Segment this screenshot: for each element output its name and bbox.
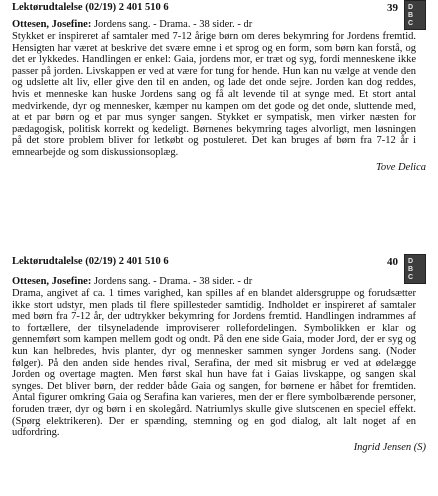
logo-letter: B [408,12,414,19]
author-name: Ottesen, Josefine: [12,19,92,30]
work-meta: Jordens sang. - Drama. - 38 sider. - dr [93,276,253,287]
logo-letter: B [408,266,414,273]
reviewer-signature: Ingrid Jensen (S) [353,441,426,453]
review-text: Stykket er inspireret af samtaler med 7-12 årige børn om deres bekymring for Jordens fremtid. Hensigten har været at beskrive det svære emne i et sprog og en form, som børn kan forstå, og det er lykkedes. Handlingen er enkel: Gaia, jordens mor, er træt og syg, fordi menneskene ikke passer på jorden. Livskappen er ved at være for tung for hende. Hun kan nu vælge at vende den og udslette alt liv, eller give den til en anden, og lade det onde sejre. Jorden kan dog reddes, hvis et menneske kan huske Jordens sang og få alt levende til at synge med. Et stort antal medvirkende, dyr og mennesker, kæmper nu kampen om det gode og det onde, sluttende med, at et par børn og et par mus synger sangen. Stykket er sympatisk, men virker næsten for pædagogisk, politisk korrekt og kedeligt. Børnenes bekymring tages alvorligt, men løsningen på det store problem bliver for letkøbt og postuleret. Det kan bruges af børn fra 7-12 år i emnearbejde og som diskussionsoplæg. [12,31,416,158]
page-number: 39 [387,2,398,14]
review-card [12,254,426,453]
logo-letter: C [408,20,414,27]
review-id: Lektørudtalelse (02/19) 2 401 510 6 [12,2,169,13]
review-text: Drama, angivet af ca. 1 times varighed, kan spilles af en blandet aldersgruppe og forudsætter ikke stort udstyr, men plads til flere spillesteder samtidig. Indholdet er inspireret af samtaler med børn fra 7-12 år, der udtrykker bekymring for Jordens fremtid. Handlingen indrammes af to fortællere, der tilsyneladende improviserer rollefordelingen. Symbolikken er klar og gennemført som kampen mellem godt og ondt. På den ene side Gaia, moder Jord, der er syg og kun kan helbredes, hvis planter, dyr og mennesker sammen synger Jordens sang. (Noder følger). På den anden side hendes rival, Serafina, der med sit misbrug er ved at ødelægge Jorden og overtage magten. Men først skal hun have fat i Gaias livskappe, og sangen skal synges. Det bliver børn, der redder både Gaia og sangen, for børnene er håbet for fremtiden. Antal figurer omkring Gaia og Serafina kan varieres, men der er flere symbolbærende personer, foruden træer, dyr og børn i en skolegård. Natriumlys skulle give slutscenen en speciel effekt. (Spørg elektrikeren). Der er spænding, stemning og en god dialog, alt lalt noget af en udfordring. [12,288,416,439]
dbc-logo-icon [404,254,426,284]
reviewer-signature: Tove Delica [375,161,426,173]
dbc-logo-icon [404,0,426,30]
logo-letter: D [408,258,414,265]
review-card [12,0,426,173]
work-meta: Jordens sang. - Drama. - 38 sider. - dr [93,19,253,30]
logo-letter: C [408,274,414,281]
review-header [12,254,426,281]
author-name: Ottesen, Josefine: [12,276,92,287]
page-number: 40 [387,256,398,268]
review-id: Lektørudtalelse (02/19) 2 401 510 6 [12,256,169,267]
title-line [12,275,426,288]
title-line [12,18,426,31]
logo-letter: D [408,4,414,11]
